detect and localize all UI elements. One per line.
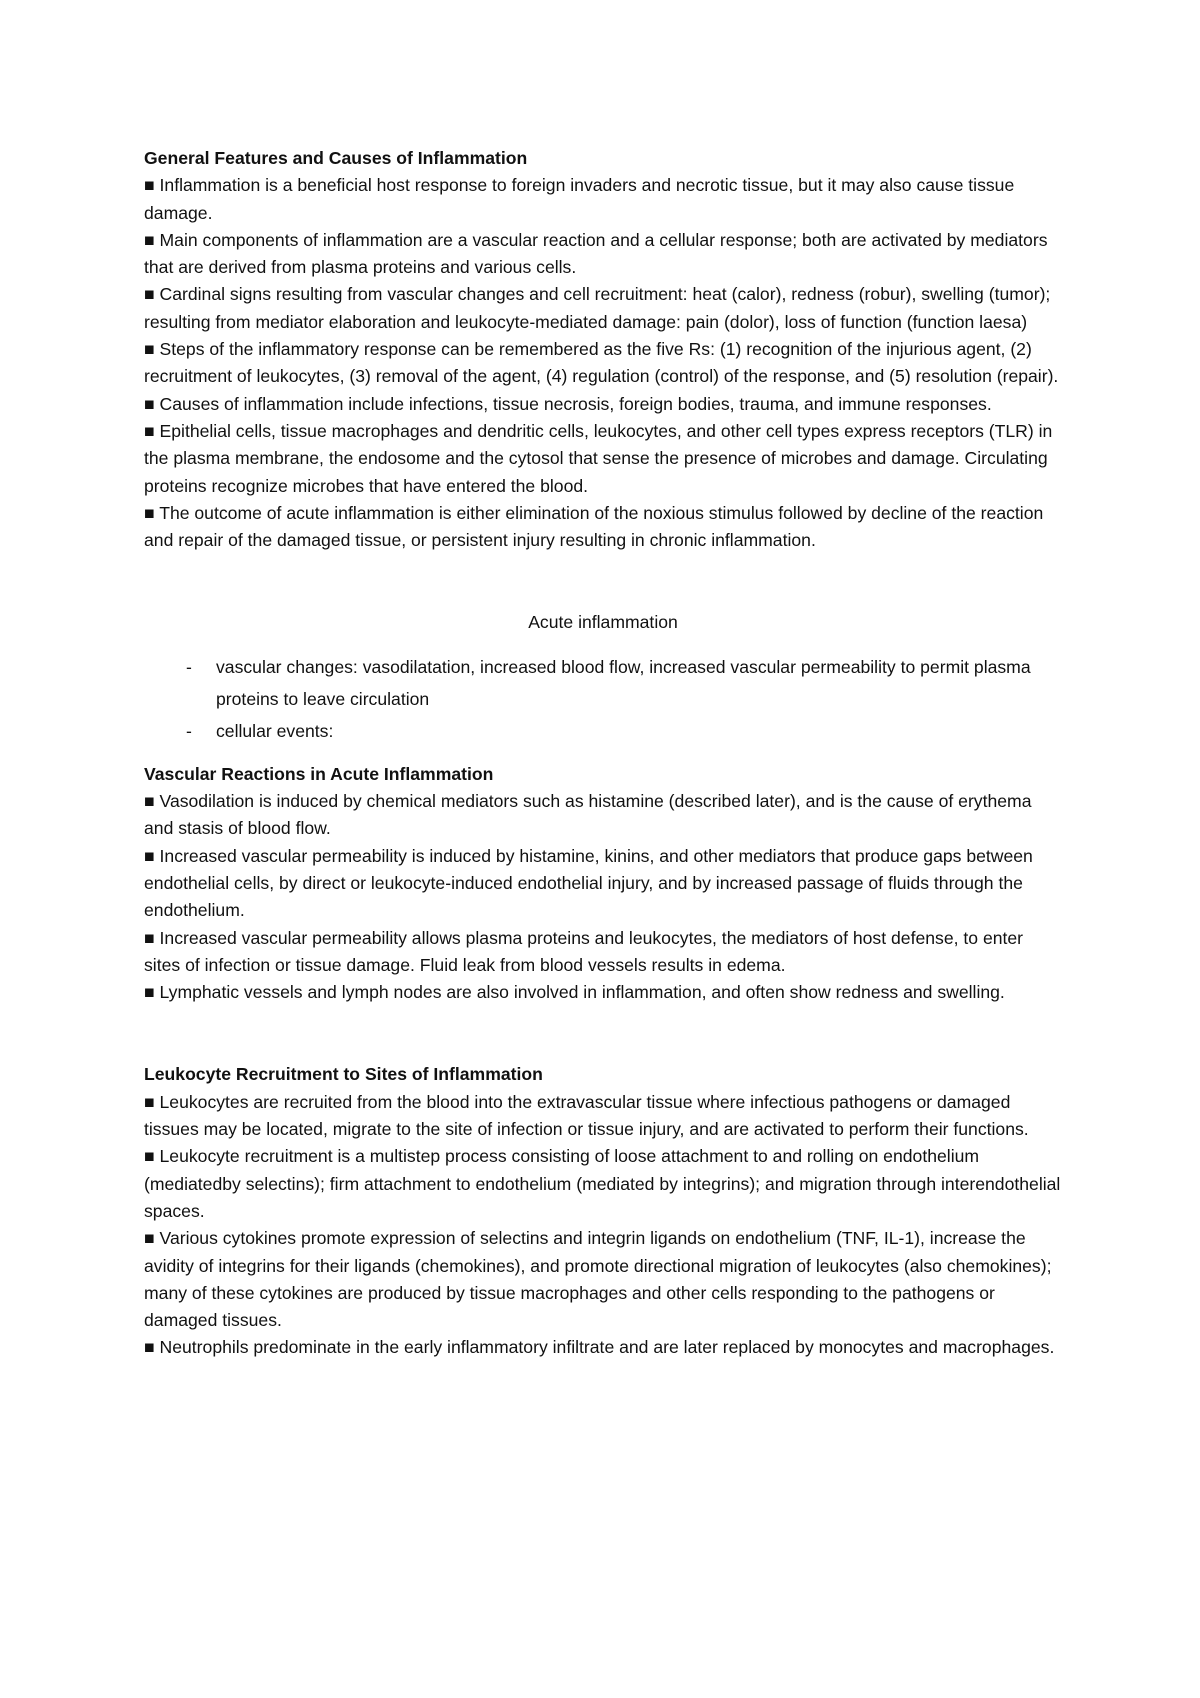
section-heading-vascular-reactions: Vascular Reactions in Acute Inflammation — [144, 763, 494, 784]
paragraph: ■ Increased vascular permeability allows plasma proteins and leukocytes, the mediators of host defense, to enter sites of infection or tissue damage. Fluid leak from blood vessels results in edema. — [144, 927, 1024, 975]
paragraph: ■ Various cytokines promote expression of selectins and integrin ligands on endothelium (TNF, IL-1), increase the avidity of integrins for their ligands (chemokines), and promote directional migration of leukocytes (also chemokines); many of these cytokines are produced by tissue macrophages and other cells responding to the pathogens or damaged tissues. — [144, 1228, 1052, 1331]
spacer — [144, 637, 1062, 651]
paragraph: ■ Vasodilation is induced by chemical mediators such as histamine (described later), and is the cause of erythema and stasis of blood flow. — [144, 791, 1032, 839]
paragraph: ■ Lymphatic vessels and lymph nodes are also involved in inflammation, and often show redness and swelling. — [144, 982, 1005, 1003]
paragraph: ■ Cardinal signs resulting from vascular changes and cell recruitment: heat (calor), redness (robur), swelling (tumor); resulting from mediator elaboration and leukocyte-mediated damage: pain (dolor), loss of function (function laesa) — [144, 284, 1051, 332]
paragraph: ■ Leukocyte recruitment is a multistep process consisting of loose attachment to and rolling on endothelium (mediatedby selectins); firm attachment to endothelium (mediated by integrins); and migration through interendothelial spaces. — [144, 1146, 1061, 1221]
paragraph: ■ Leukocytes are recruited from the blood into the extravascular tissue where infectious pathogens or damaged tissues may be located, migrate to the site of infection or tissue injury, and are activated to perform their functions. — [144, 1091, 1029, 1140]
paragraph: ■ The outcome of acute inflammation is either elimination of the noxious stimulus followed by decline of the reaction and repair of the damaged tissue, or persistent injury resulting in chronic inflammation. — [144, 502, 1044, 551]
paragraph: ■ Main components of inflammation are a vascular reaction and a cellular response; both are activated by mediators that are derived from plasma proteins and various cells. — [144, 229, 1048, 278]
spacer — [144, 747, 1062, 761]
section-heading-leukocyte-recruitment: Leukocyte Recruitment to Sites of Inflammation — [144, 1064, 543, 1085]
spacer — [144, 554, 1062, 609]
paragraph: ■ Increased vascular permeability is induced by histamine, kinins, and other mediators that produce gaps between endothelial cells, by direct or leukocyte-induced endothelial injury, and by increased passage of fluids through the endothelium. — [144, 845, 1033, 921]
list-dash: - — [186, 656, 192, 677]
list-item — [144, 651, 1062, 715]
paragraph: ■ Steps of the inflammatory response can be remembered as the five Rs: (1) recognition of the injurious agent, (2) recruitment of leukocytes, (3) removal of the agent, (4) regulation (control) of the response, and (5) resolution (repair). — [144, 339, 1059, 387]
section-heading-general-features: General Features and Causes of Inflammation — [144, 148, 528, 168]
spacer — [144, 1006, 1062, 1061]
paragraph: ■ Inflammation is a beneficial host response to foreign invaders and necrotic tissue, but it may also cause tissue damage. — [144, 175, 1015, 223]
paragraph: ■ Neutrophils predominate in the early inflammatory infiltrate and are later replaced by monocytes and macrophages. — [144, 1337, 1055, 1358]
acute-inflammation-list — [144, 651, 1062, 747]
list-item-text: vascular changes: vasodilatation, increased blood flow, increased vascular permeability to permit plasma proteins to leave circulation — [216, 656, 1031, 709]
list-item-text: cellular events: — [216, 720, 334, 741]
list-dash: - — [186, 720, 192, 741]
paragraph: ■ Causes of inflammation include infections, tissue necrosis, foreign bodies, trauma, and immune responses. — [144, 393, 992, 414]
paragraph: ■ Epithelial cells, tissue macrophages and dendritic cells, leukocytes, and other cell types express receptors (TLR) in the plasma membrane, the endosome and the cytosol that sense the presence of microbes and damage. Circulating proteins recognize microbes that have entered the blood. — [144, 420, 1053, 496]
document-page — [144, 145, 1062, 1362]
list-item — [144, 715, 1062, 747]
acute-inflammation-title: Acute inflammation — [528, 612, 678, 633]
